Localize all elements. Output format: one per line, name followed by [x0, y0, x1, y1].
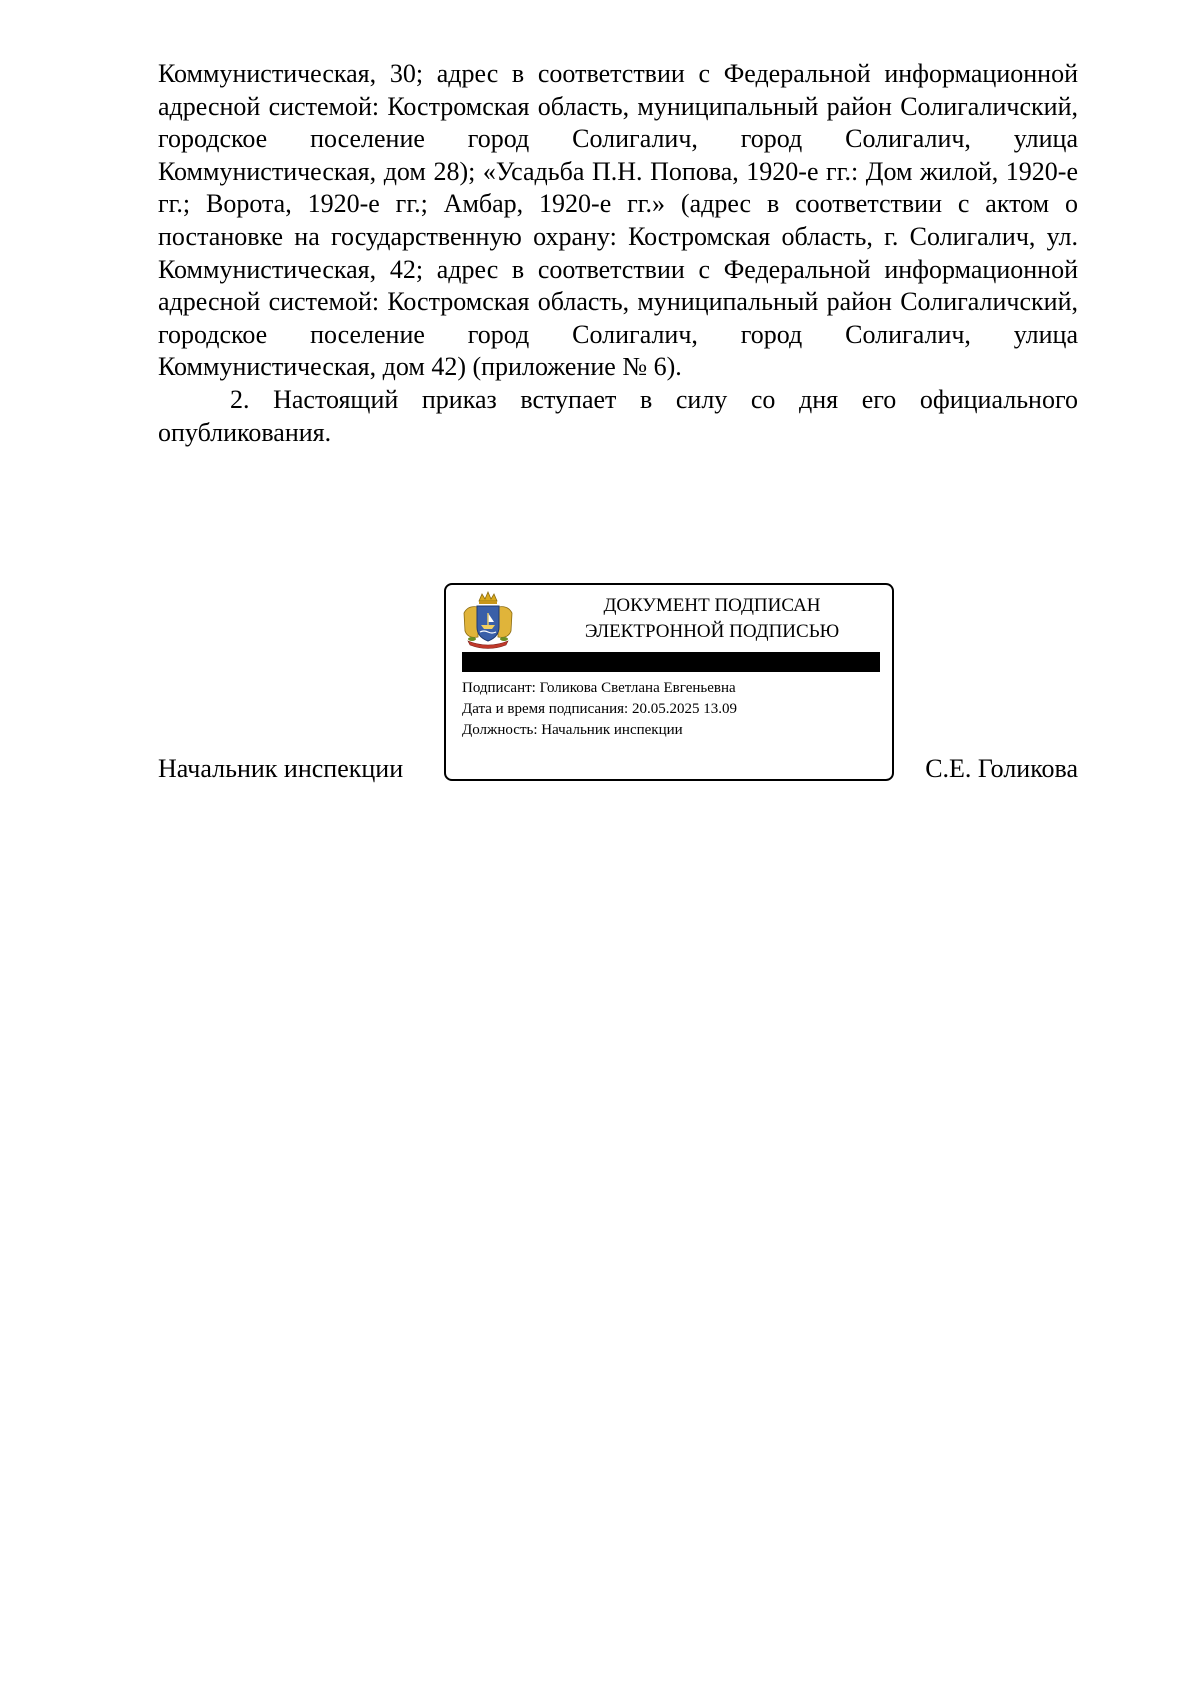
document-body — [158, 58, 1078, 449]
stamp-title — [556, 593, 868, 645]
stamp-title-line-1: ДОКУМЕНТ ПОДПИСАН — [603, 595, 821, 616]
stamp-position: Должность: Начальник инспекции — [462, 722, 683, 738]
stamp-signer: Подписант: Голикова Светлана Евгеньевна — [462, 680, 736, 696]
redacted-certificate-bar — [462, 652, 880, 672]
signatory-role: Начальник инспекции — [158, 754, 404, 783]
signatory-name: С.Е. Голикова — [925, 754, 1078, 783]
stamp-title-line-2: ЭЛЕКТРОННОЙ ПОДПИСЬЮ — [584, 621, 840, 642]
paragraph-2: 2. Настоящий приказ вступает в силу со дня его официального опубликования. — [158, 384, 1078, 447]
coat-of-arms-icon — [460, 591, 516, 649]
stamp-datetime: Дата и время подписания: 20.05.2025 13.09 — [462, 701, 737, 717]
electronic-signature-stamp — [444, 583, 894, 781]
stamp-details — [462, 678, 737, 741]
paragraph-1: Коммунистическая, 30; адрес в соответствии с Федеральной информационной адресной системой: Костромская область, муниципальный район Солигаличский, городское поселение город Солигалич, город Солигалич, улица Коммунистическая, дом 28); «Усадьба П.Н. Попова, 1920-е гг.: Дом жилой, 1920-е гг.; Ворота, 1920-е гг.; Амбар, 1920-е гг.» (адрес в соответствии с актом о постановке на государственную охрану: Костромская область, г. Солигалич, ул. Коммунистическая, 42; адрес в соответствии с Федеральной информационной адресной системой: Костромская область, муниципальный район Солигаличский, городское поселение город Солигалич, город Солигалич, улица Коммунистическая, дом 42) (приложение № 6). — [158, 59, 1078, 382]
